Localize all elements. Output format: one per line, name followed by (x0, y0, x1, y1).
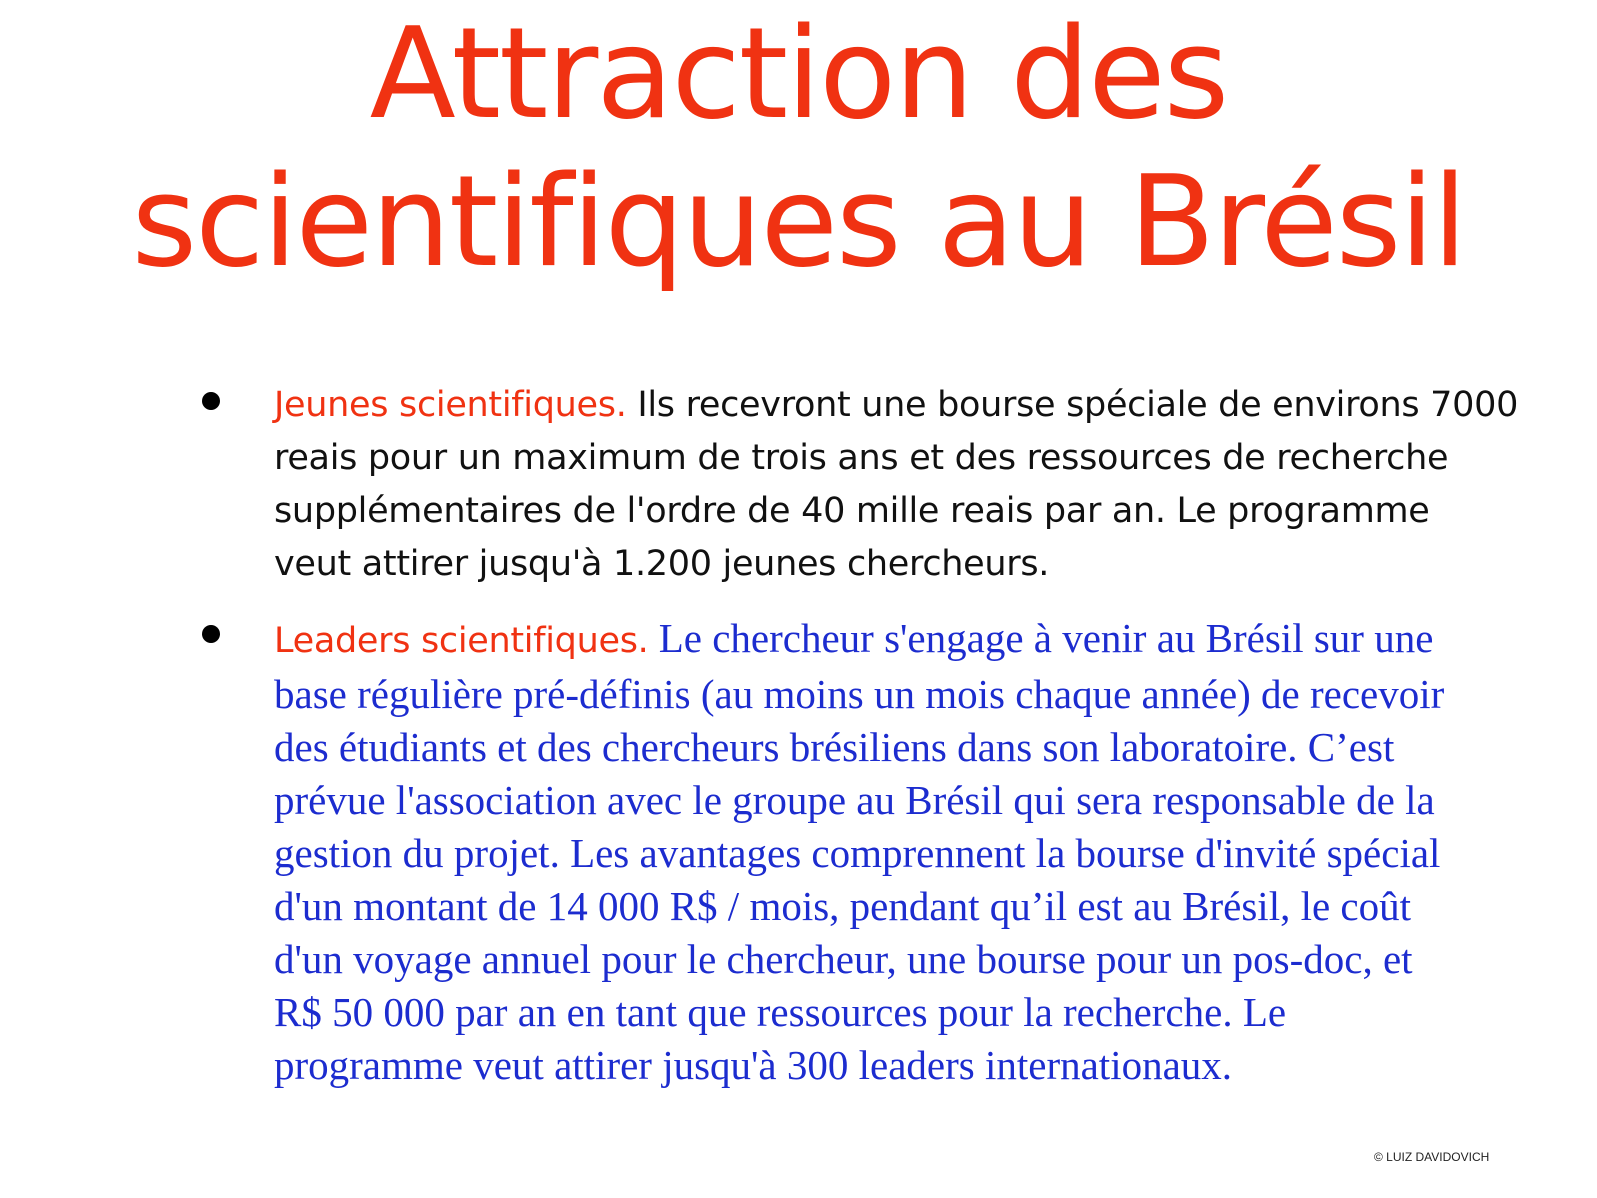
slide-title-line-2: scientifiques au Brésil (131, 148, 1466, 295)
bullet-1-line-4: veut attirer jusqu'à 1.200 jeunes chercheurs. (274, 544, 1050, 584)
bullet-dot-1 (202, 392, 220, 410)
bullet-item-young-scientists (274, 379, 1574, 591)
bullet-item-scientific-leaders (274, 612, 1574, 1092)
bullet-2-line-3: des étudiants et des chercheurs brésiliens dans son laboratoire. C’est (274, 724, 1395, 770)
bullet-dot-2 (202, 625, 220, 643)
bullet-1-line-1 (274, 379, 1574, 432)
bullet-2-line-4: prévue l'association avec le groupe au Brésil qui sera responsable de la (274, 777, 1435, 823)
bullet-2-line-1-text: Le chercheur s'engage à venir au Brésil sur une (648, 615, 1434, 661)
bullet-2-line-1 (274, 612, 1574, 668)
copyright-notice: © LUIZ DAVIDOVICH (1374, 1150, 1490, 1164)
bullet-2-line-9: programme veut attirer jusqu'à 300 leaders internationaux. (274, 1042, 1233, 1088)
slide-title-line-1: Attraction des (369, 0, 1228, 147)
bullet-2-line-2: base régulière pré-définis (au moins un mois chaque année) de recevoir (274, 671, 1445, 717)
bullet-2-line-6: d'un montant de 14 000 R$ / mois, pendant qu’il est au Brésil, le coût (274, 883, 1412, 929)
bullet-1-line-2: reais pour un maximum de trois ans et des ressources de recherche (274, 438, 1449, 478)
bullet-1-line-3: supplémentaires de l'ordre de 40 mille reais par an. Le programme (274, 491, 1430, 531)
bullet-2-line-5: gestion du projet. Les avantages comprennent la bourse d'invité spécial (274, 830, 1441, 876)
bullet-1-lead: Jeunes scientifiques. (274, 385, 627, 425)
bullet-2-lead: Leaders scientifiques. (274, 621, 649, 661)
bullet-1-line-1-text: Ils recevront une bourse spéciale de environs 7000 (626, 385, 1519, 425)
bullet-2-line-8: R$ 50 000 par an en tant que ressources pour la recherche. Le (274, 989, 1287, 1035)
bullet-2-line-7: d'un voyage annuel pour le chercheur, une bourse pour un pos-doc, et (274, 936, 1413, 982)
